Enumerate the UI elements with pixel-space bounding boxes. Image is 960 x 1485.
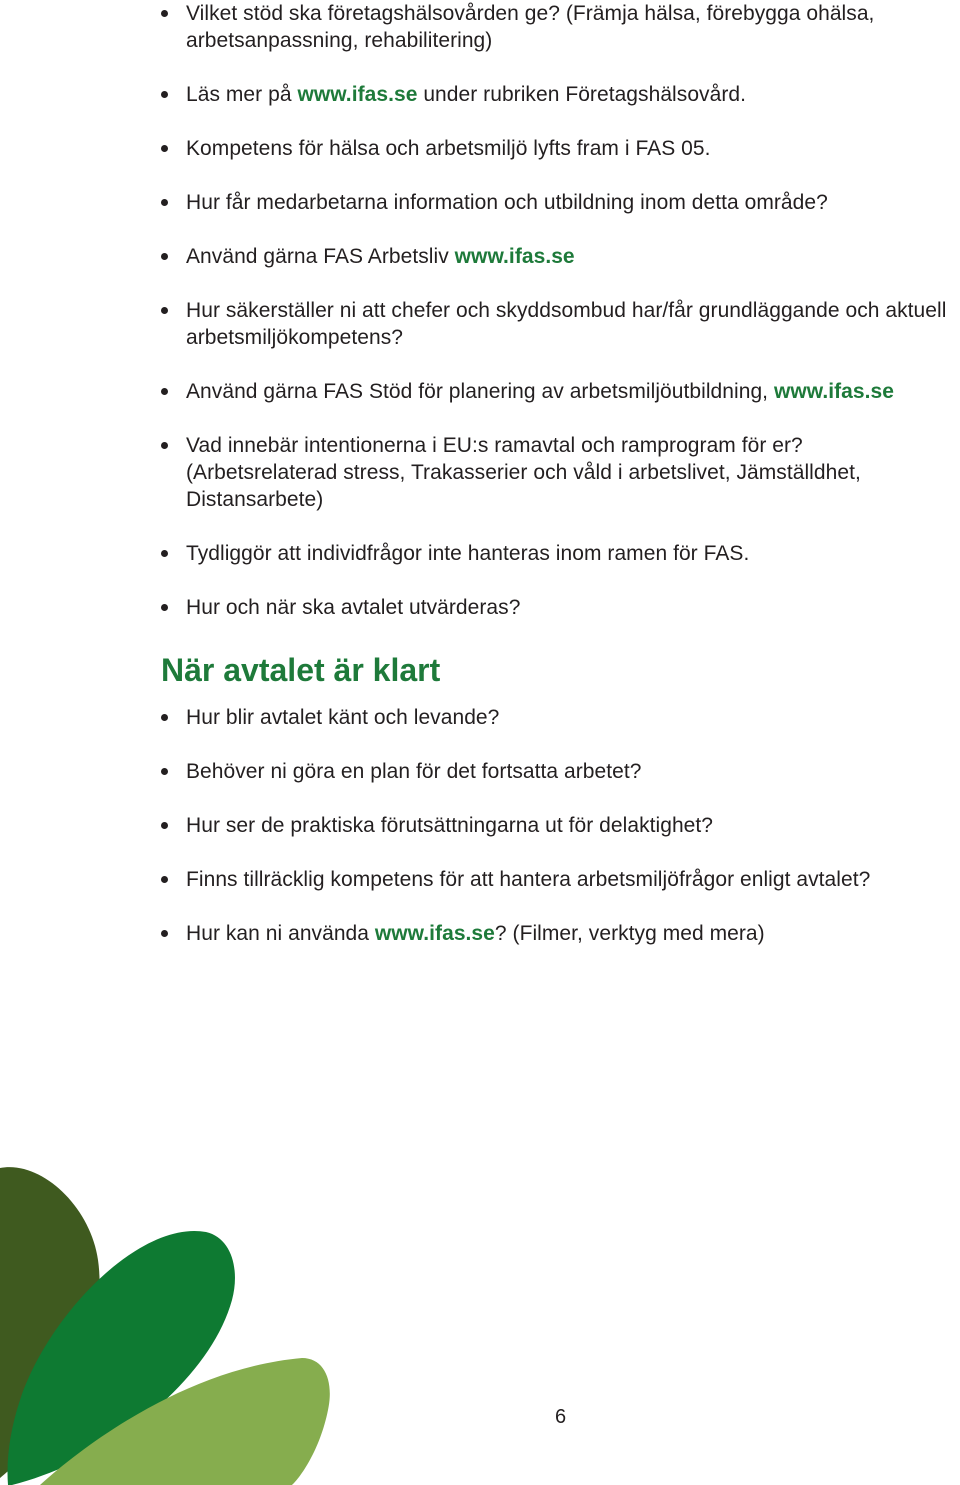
bullet-icon [161, 253, 168, 260]
bullet-list-questions [161, 0, 951, 621]
list-item: Hur och när ska avtalet utvärderas? [161, 594, 951, 621]
bullet-icon [161, 714, 168, 721]
bullet-icon [161, 442, 168, 449]
page-number: 6 [555, 1406, 567, 1428]
bullet-icon [161, 604, 168, 611]
list-item: Vad innebär intentionerna i EU:s ramavtal och ramprogram för er? (Arbetsrelaterad stress, Trakasserier och våld i arbetslivet, Jämställdhet, Distansarbete) [161, 432, 951, 513]
section-heading: När avtalet är klart [161, 652, 441, 688]
bullet-icon [161, 145, 168, 152]
list-item: Använd gärna FAS Stöd för planering av arbetsmiljöutbildning, www.ifas.se [161, 378, 951, 405]
ifas-link[interactable]: www.ifas.se [454, 245, 575, 268]
ifas-link[interactable]: www.ifas.se [297, 83, 418, 106]
list-item: Hur kan ni använda www.ifas.se? (Filmer, verktyg med mera) [161, 920, 951, 947]
bullet-icon [161, 307, 168, 314]
bullet-icon [161, 876, 168, 883]
list-item: Tydliggör att individfrågor inte hanteras inom ramen för FAS. [161, 540, 951, 567]
petal-logo-icon [0, 1160, 340, 1485]
bullet-icon [161, 768, 168, 775]
ifas-link[interactable]: www.ifas.se [773, 380, 894, 403]
list-item: Finns tillräcklig kompetens för att hantera arbetsmiljöfrågor enligt avtalet? [161, 866, 951, 893]
bullet-icon [161, 199, 168, 206]
list-item: Hur säkerställer ni att chefer och skyddsombud har/får grundläggande och aktuell arbetsmiljökompetens? [161, 297, 951, 351]
list-item: Behöver ni göra en plan för det fortsatta arbetet? [161, 758, 951, 785]
list-item: Hur blir avtalet känt och levande? [161, 704, 951, 731]
list-item: Kompetens för hälsa och arbetsmiljö lyfts fram i FAS 05. [161, 135, 951, 162]
list-item: Hur ser de praktiska förutsättningarna ut för delaktighet? [161, 812, 951, 839]
list-item: Vilket stöd ska företagshälsovården ge? (Främja hälsa, förebygga ohälsa, arbetsanpassning, rehabilitering) [161, 0, 951, 54]
list-item: Läs mer på www.ifas.se under rubriken Företagshälsovård. [161, 81, 951, 108]
bullet-icon [161, 10, 168, 17]
bullet-list-after-agreement [161, 704, 951, 947]
bullet-icon [161, 822, 168, 829]
bullet-icon [161, 91, 168, 98]
bullet-icon [161, 388, 168, 395]
ifas-link[interactable]: www.ifas.se [374, 922, 495, 945]
list-item: Hur får medarbetarna information och utbildning inom detta område? [161, 189, 951, 216]
list-item: Använd gärna FAS Arbetsliv www.ifas.se [161, 243, 951, 270]
bullet-icon [161, 550, 168, 557]
bullet-icon [161, 930, 168, 937]
